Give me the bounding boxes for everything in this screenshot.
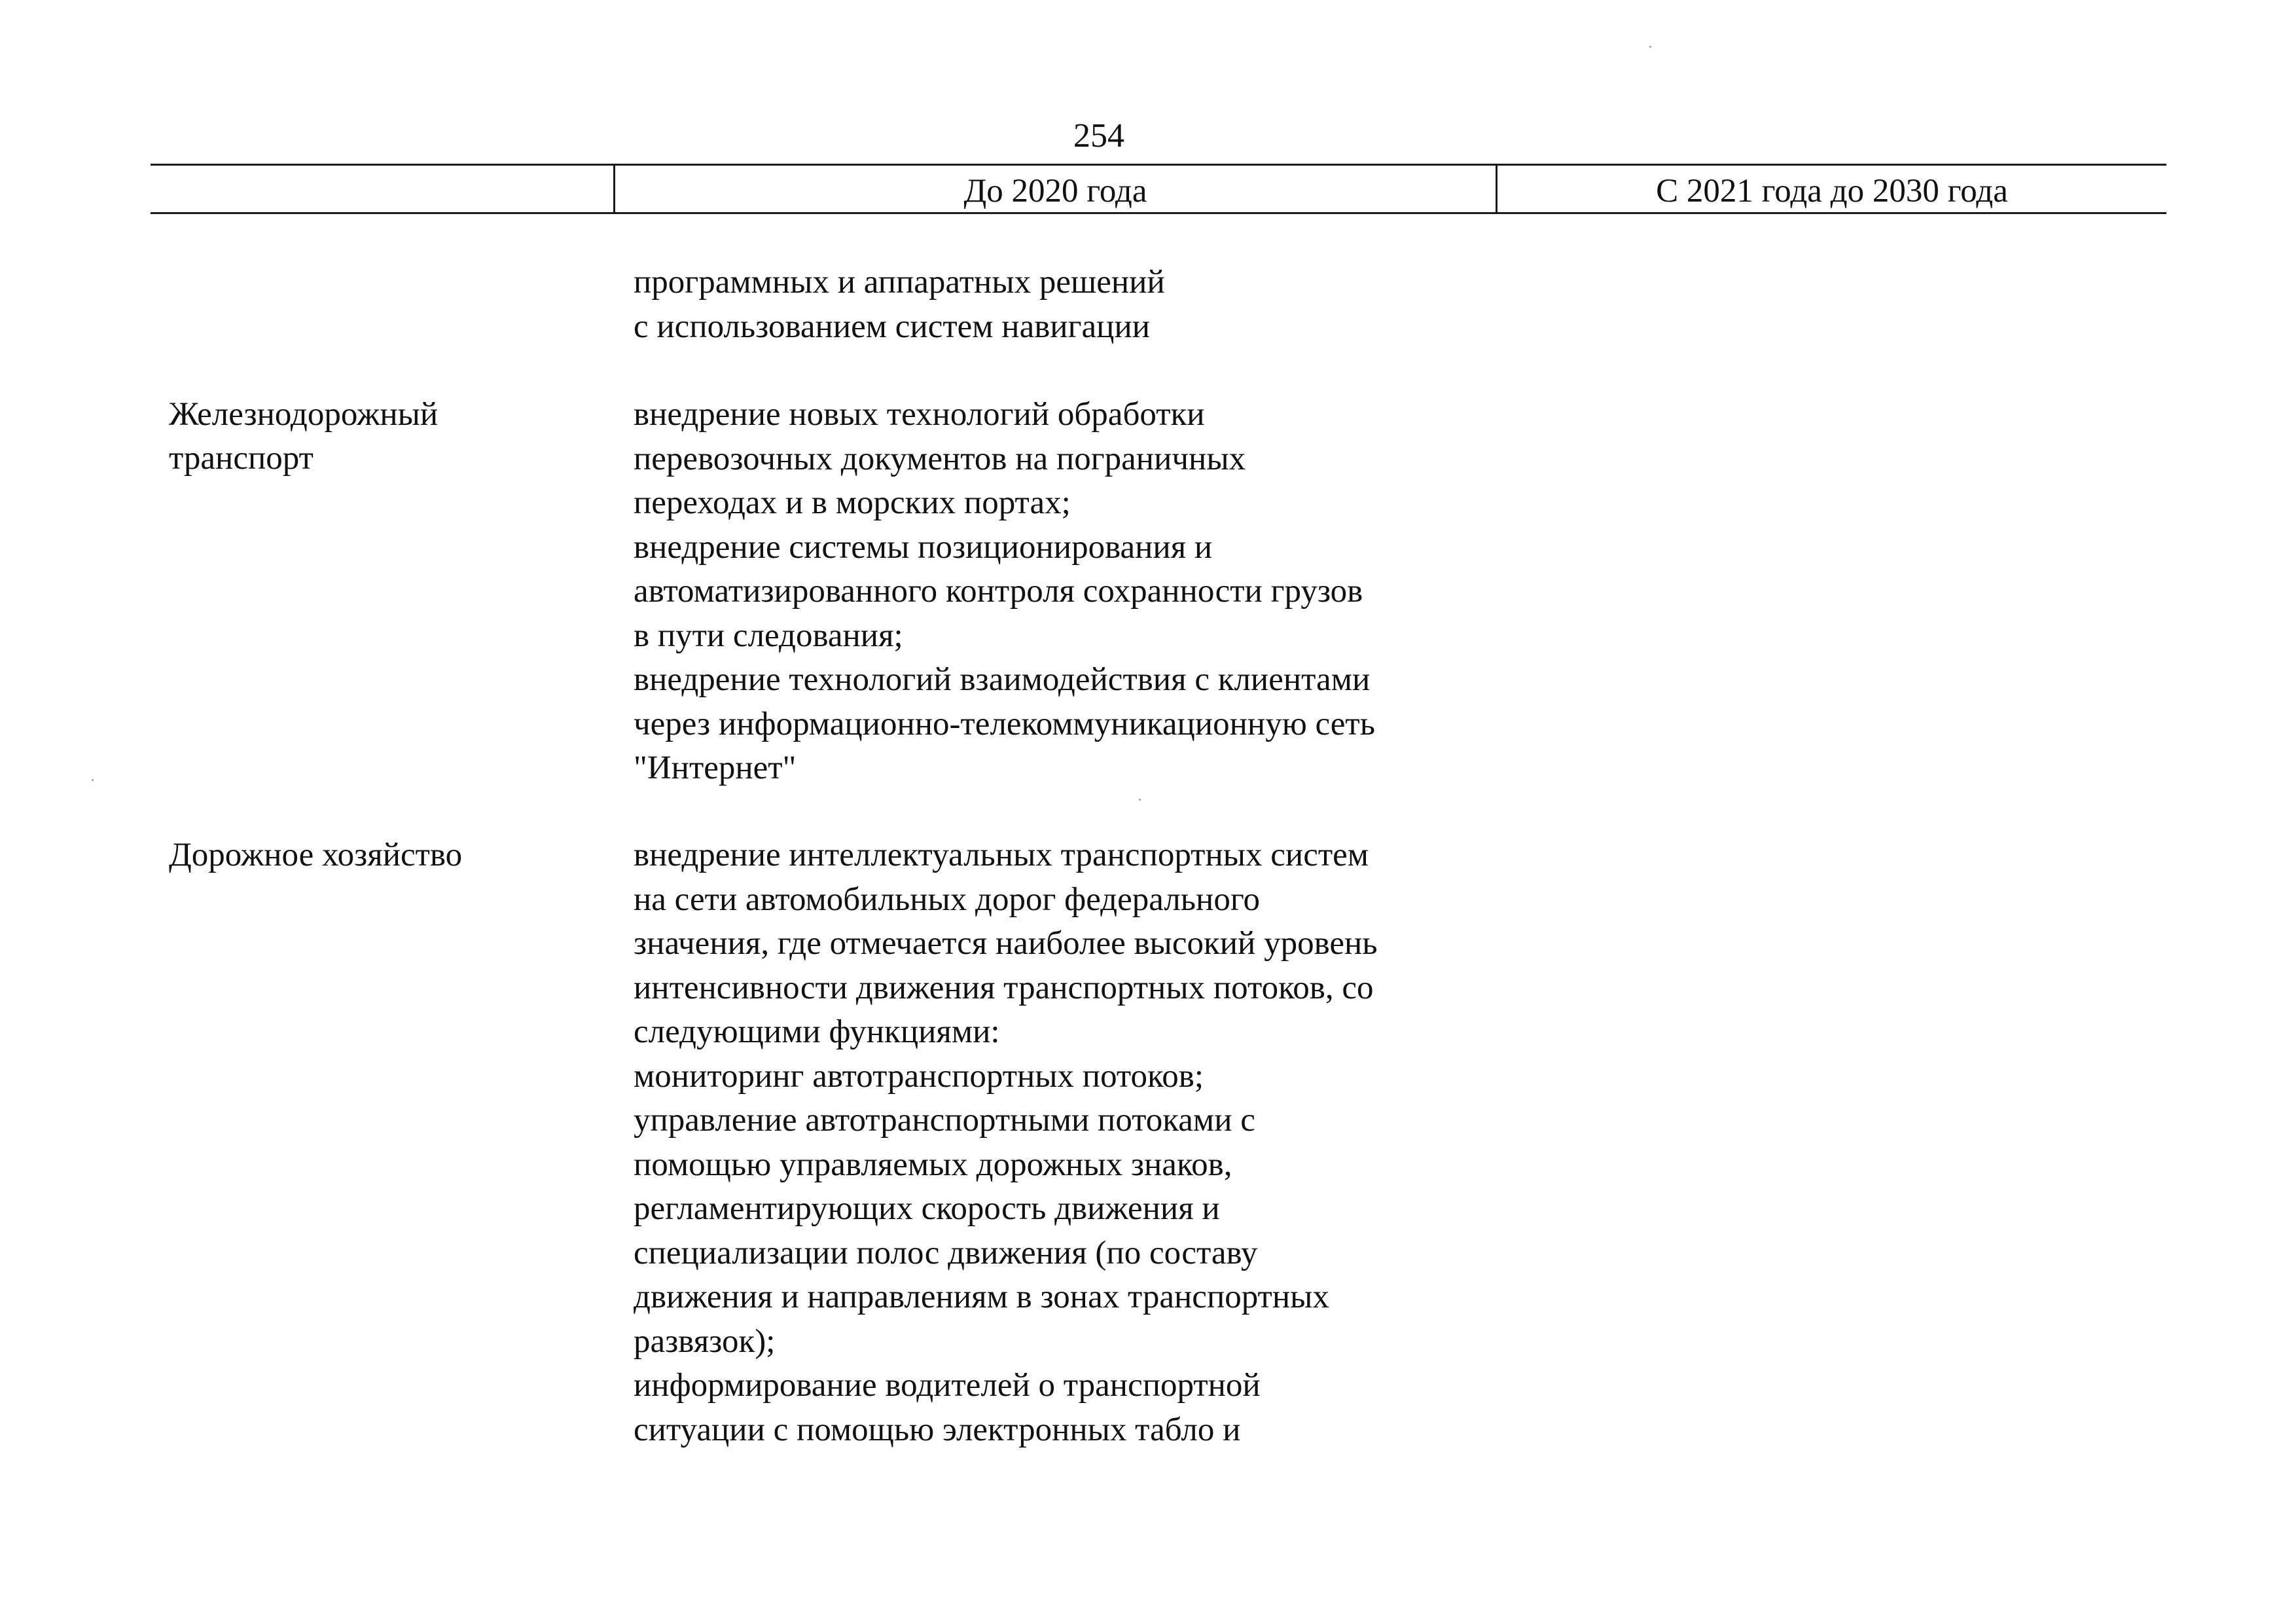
- header-until-2020: До 2020 года: [963, 173, 1147, 210]
- text-line: переходах и в морских портах;: [634, 484, 1071, 521]
- text-line: на сети автомобильных дорог федерального: [634, 881, 1260, 918]
- text-line: мониторинг автотранспортных потоков;: [634, 1057, 1204, 1095]
- page-number: 254: [1073, 117, 1124, 155]
- section-road-body: [634, 833, 1550, 1452]
- text-line: регламентирующих скорость движения и: [634, 1190, 1220, 1227]
- text-line: специализации полос движения (по составу: [634, 1234, 1258, 1271]
- text-line: автоматизированного контроля сохранности грузов: [634, 573, 1363, 610]
- text-line: через информационно-телекоммуникационную сеть: [634, 705, 1375, 742]
- text-line: помощью управляемых дорожных знаков,: [634, 1146, 1232, 1183]
- text-line: управление автотранспортными потоками с: [634, 1102, 1255, 1139]
- text-line: развязок);: [634, 1322, 776, 1360]
- scan-speck: [92, 779, 94, 781]
- text-line: информирование водителей о транспортной: [634, 1367, 1261, 1404]
- section-railway-body: [634, 393, 1550, 791]
- scan-speck: [1649, 46, 1651, 48]
- text-line: следующими функциями:: [634, 1013, 1000, 1050]
- text-line: внедрение системы позиционирования и: [634, 528, 1213, 566]
- text-line: "Интернет": [634, 750, 797, 786]
- label-line: Железнодорожный: [169, 396, 439, 433]
- text-line: ситуации с помощью электронных табло и: [634, 1411, 1241, 1448]
- section-continuation-body: [634, 261, 1550, 349]
- text-line: перевозочных документов на пограничных: [634, 440, 1246, 477]
- label-line: Дорожное хозяйство: [169, 837, 463, 873]
- text-line: программных и аппаратных решений: [634, 264, 1165, 301]
- text-line: внедрение интеллектуальных транспортных систем: [634, 837, 1369, 873]
- text-line: интенсивности движения транспортных потоков, со: [634, 969, 1374, 1006]
- label-line: транспорт: [169, 440, 314, 477]
- text-line: движения и направлениям в зонах транспортных: [634, 1279, 1329, 1315]
- text-line: с использованием систем навигации: [634, 308, 1151, 345]
- section-road-label: [169, 833, 462, 877]
- text-line: внедрение новых технологий обработки: [634, 396, 1205, 433]
- text-line: внедрение технологий взаимодействия с клиентами: [634, 661, 1371, 698]
- text-line: в пути следования;: [634, 617, 903, 654]
- table-header: [151, 164, 2166, 214]
- section-railway-label: [169, 393, 438, 481]
- scan-speck: [1139, 799, 1141, 801]
- text-line: значения, где отмечается наиболее высокий уровень: [634, 925, 1378, 962]
- header-2021-2030: С 2021 года до 2030 года: [1656, 173, 2008, 210]
